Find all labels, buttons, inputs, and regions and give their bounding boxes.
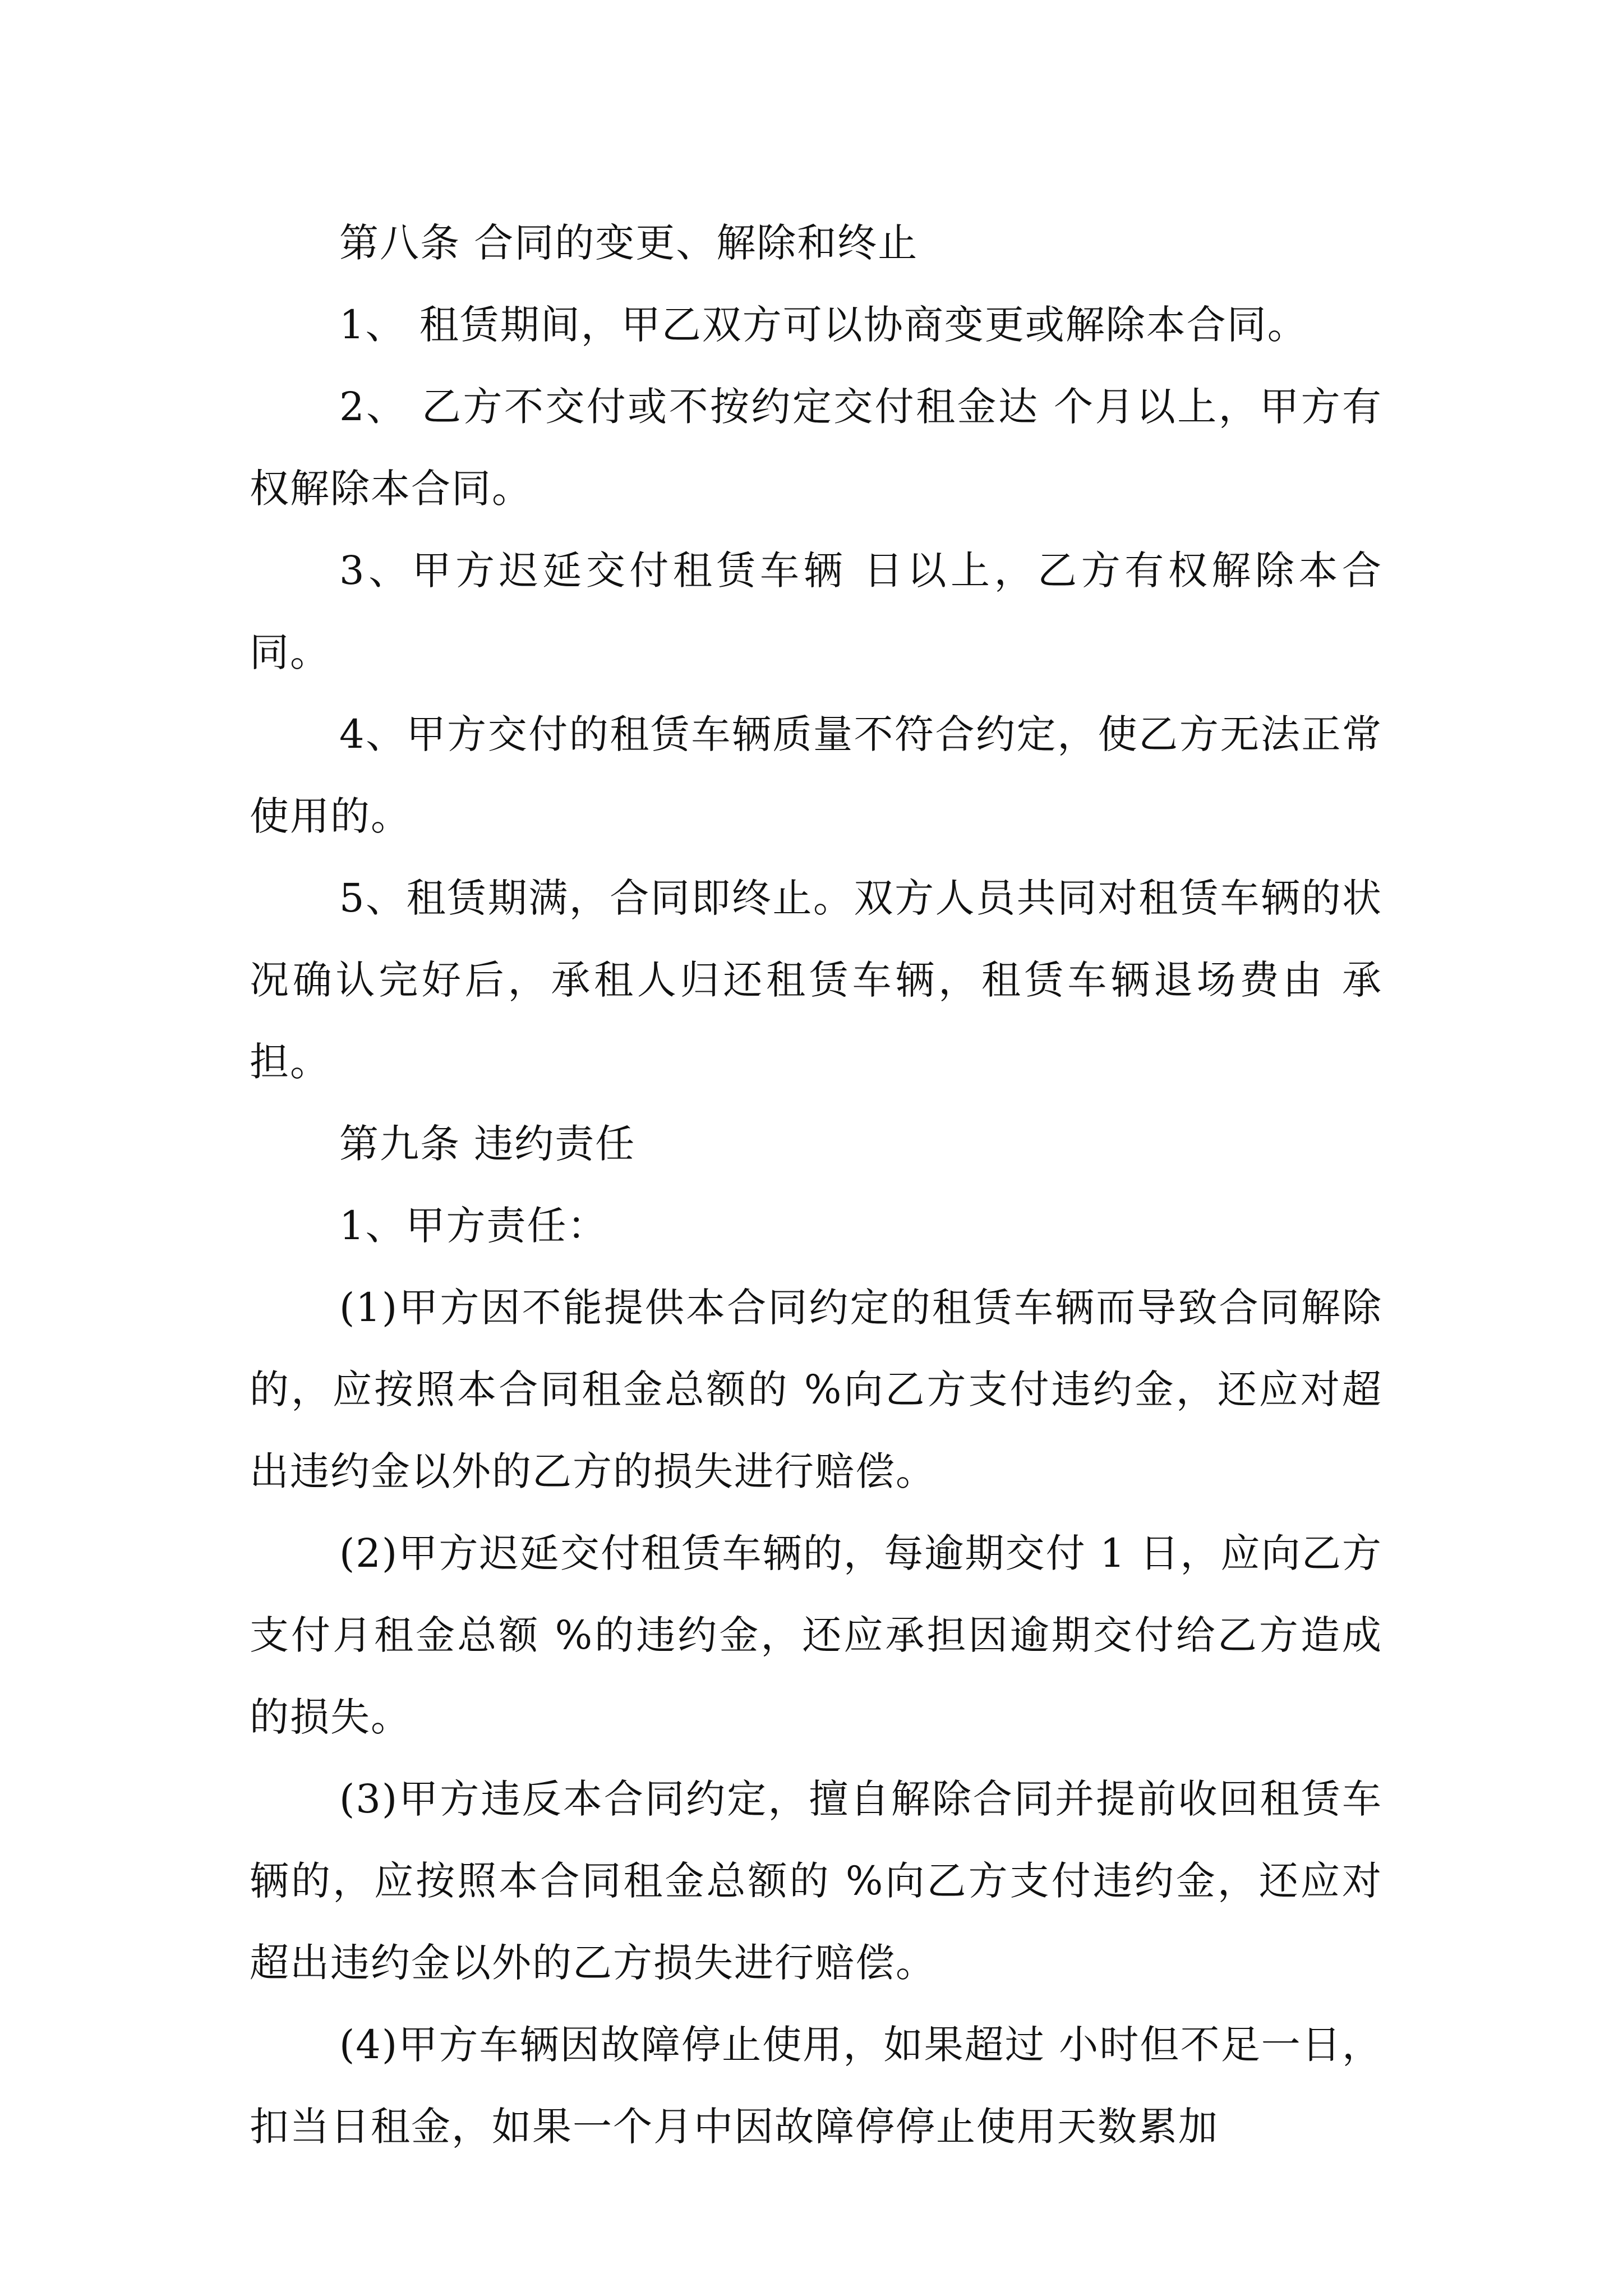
article-9-item-1: (1)甲方因不能提供本合同约定的租赁车辆而导致合同解除的，应按照本合同租金总额的 %向乙方支付违约金，还应对超出违约金以外的乙方的损失进行赔偿。 bbox=[250, 1285, 1382, 1494]
article-8-clause-4: 4、甲方交付的租赁车辆质量不符合约定，使乙方无法正常使用的。 bbox=[250, 711, 1382, 839]
article-8-clause-2: 2、 乙方不交付或不按约定交付租金达 个月以上，甲方有权解除本合同。 bbox=[250, 384, 1382, 512]
article-9-item-3: (3)甲方违反本合同约定，擅自解除合同并提前收回租赁车辆的，应按照本合同租金总额的 %向乙方支付违约金，还应对超出违约金以外的乙方损失进行赔偿。 bbox=[250, 1776, 1382, 1986]
article-9-item-2: (2)甲方迟延交付租赁车辆的，每逾期交付 1 日，应向乙方支付月租金总额 %的违约金，还应承担因逾期交付给乙方造成的损失。 bbox=[250, 1530, 1382, 1740]
article-8-heading: 第八条 合同的变更、解除和终止 bbox=[339, 220, 919, 266]
article-8-clause-3: 3、甲方迟延交付租赁车辆 日以上，乙方有权解除本合同。 bbox=[250, 547, 1382, 675]
article-8-clause-5: 5、租赁期满，合同即终止。双方人员共同对租赁车辆的状况确认完好后，承租人归还租赁车辆，租赁车辆退场费由 承担。 bbox=[250, 875, 1382, 1085]
article-9-sub-heading: 1、甲方责任： bbox=[339, 1203, 608, 1249]
article-9-heading: 第九条 违约责任 bbox=[339, 1121, 636, 1167]
article-9-item-4: (4)甲方车辆因故障停止使用，如果超过 小时但不足一日，扣当日租金，如果一个月中因故障停停止使用天数累加 bbox=[250, 2022, 1382, 2150]
document-body bbox=[250, 202, 1382, 2168]
article-8-clause-1: 1、 租赁期间，甲乙双方可以协商变更或解除本合同。 bbox=[339, 302, 1308, 348]
